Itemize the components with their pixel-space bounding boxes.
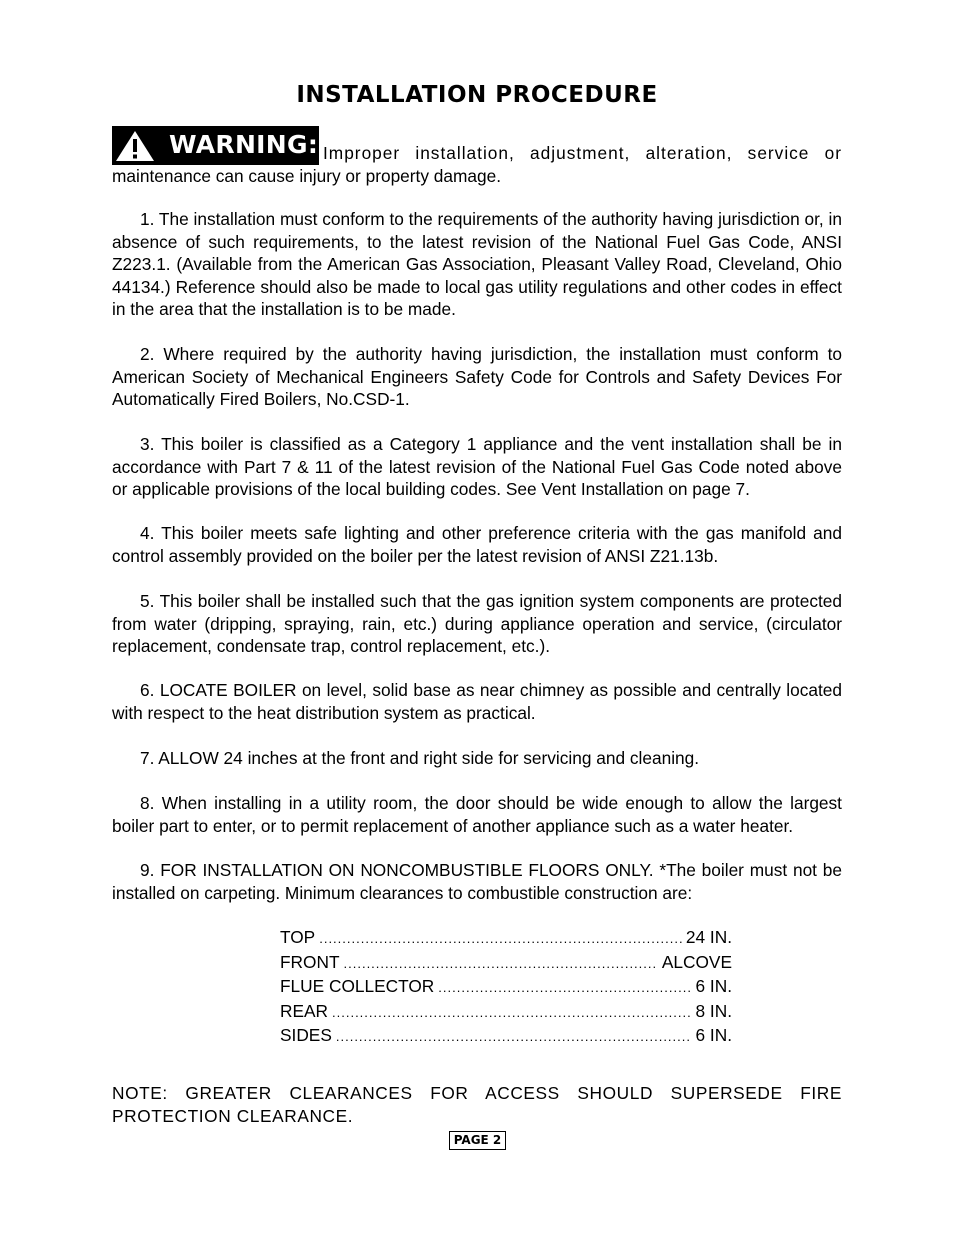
paragraph-3-text: 3. This boiler is classified as a Category 1 appliance and the vent installation shall be in accordance with Part 7 & 11 of the latest revision of the National Fuel Gas Code noted above or applicable provisions of the local building codes. See Vent Installation on page 7. [112,434,842,499]
warning-badge [112,126,319,165]
page-number-label: PAGE 2 [449,1131,506,1150]
clearances-list [280,926,732,1049]
clearance-value: 6 IN. [695,976,732,996]
warning-triangle-icon [115,130,155,162]
paragraph-5 [112,590,842,658]
clearance-row-top [280,926,732,951]
clearance-row-rear [280,1000,732,1025]
clearance-row-sides [280,1024,732,1049]
clearance-label: TOP [280,927,316,947]
warning-block [112,125,842,188]
paragraph-7-text: 7. ALLOW 24 inches at the front and right side for servicing and cleaning. [140,748,700,768]
clearance-label: FRONT [280,951,340,972]
leader-dots [319,928,682,951]
clearance-row-front [280,951,732,976]
warning-first-line [112,125,842,165]
paragraph-5-text: 5. This boiler shall be installed such that the gas ignition system components are protected from water (dripping, spraying, rain, etc.) during appliance operation and service, (circulator replacement, condensate trap, control replacement, etc.). [112,591,842,656]
page-title: INSTALLATION PROCEDURE [296,82,658,108]
paragraph-2-text: 2. Where required by the authority having jurisdiction, the installation must conform to American Society of Mechanical Engineers Safety Code for Controls and Safety Devices For Automatically Fired Boilers, No.CSD-1. [112,344,842,409]
paragraph-2 [112,343,842,411]
clearance-label: FLUE COLLECTOR [280,976,435,996]
paragraph-8-text: 8. When installing in a utility room, the door should be wide enough to allow the largest boiler part to enter, or to permit replacement of another appliance such as a water heater. [112,793,842,836]
clearance-value: 8 IN. [695,1000,732,1021]
warning-label: WARNING: [169,130,319,160]
paragraph-1 [112,208,842,321]
paragraph-9-text: 9. FOR INSTALLATION ON NONCOMBUSTIBLE FLOORS ONLY. *The boiler must not be installed on carpeting. Minimum clearances to combustible construction are: [112,860,842,903]
clearance-row-flue-collector [280,975,732,1000]
clearance-value: 6 IN. [695,1025,732,1045]
leader-dots [438,977,691,1000]
paragraph-7 [112,747,842,770]
clearance-value: ALCOVE [661,951,732,972]
warning-text-line1: Improper installation, adjustment, alteration, service or [323,142,842,163]
clearance-label: REAR [280,1000,329,1021]
clearance-note: NOTE: GREATER CLEARANCES FOR ACCESS SHOULD SUPERSEDE FIRE PROTECTION CLEARANCE. [112,1083,842,1126]
document-page [112,0,842,1235]
warning-text-line2: maintenance can cause injury or property damage. [112,166,502,186]
clearance-value: 24 IN. [685,927,732,947]
leader-dots [344,953,658,976]
paragraph-6 [112,679,842,724]
clearance-label: SIDES [280,1025,332,1045]
paragraph-1-text: 1. The installation must conform to the requirements of the authority having jurisdiction or, in absence of such requirements, to the latest revision of the National Fuel Gas Code, ANSI Z223.1. (Available from the American Gas Association, Pleasant Valley Road, Cleveland, Ohio 44134.) Reference should also be made to local gas utility regulations and other codes in effect in the area that the installation is to be made. [112,209,842,319]
paragraph-6-text: 6. LOCATE BOILER on level, solid base as near chimney as possible and centrally located with respect to the heat distribution system as practical. [112,680,842,723]
paragraph-8 [112,792,842,837]
leader-dots [332,1002,691,1025]
paragraph-4 [112,522,842,567]
paragraph-3 [112,433,842,501]
paragraph-9 [112,859,842,904]
leader-dots [336,1026,692,1049]
paragraph-4-text: 4. This boiler meets safe lighting and other preference criteria with the gas manifold and control assembly provided on the boiler per the latest revision of ANSI Z21.13b. [112,523,842,566]
